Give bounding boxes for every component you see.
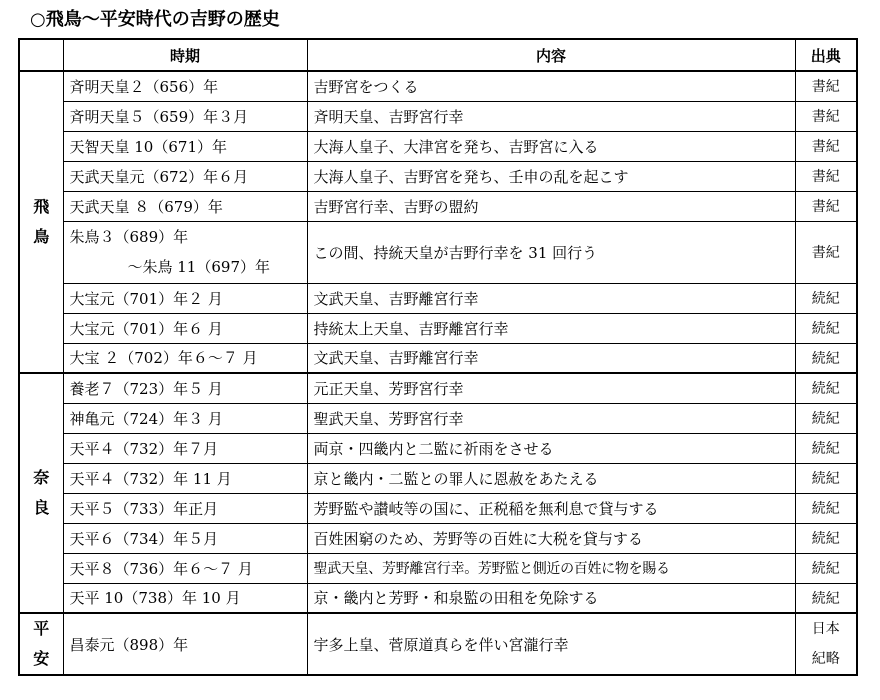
period-cell: 天平６（734）年５月 [63,523,307,553]
content-cell: 吉野宮行幸、吉野の盟約 [307,191,795,221]
content-cell: この間、持統天皇が吉野行幸を 31 回行う [307,221,795,283]
content-cell: 文武天皇、吉野離宮行幸 [307,283,795,313]
content-cell: 聖武天皇、芳野離宮行幸。芳野監と側近の百姓に物を賜る [307,553,795,583]
period-cell: 天武天皇元（672）年６月 [63,161,307,191]
source-cell: 書紀 [795,221,857,283]
source-cell: 続紀 [795,343,857,373]
header-row [19,39,857,71]
period-cell: 天平４（732）年 11 月 [63,463,307,493]
era-char: 飛 [33,197,50,216]
source-cell: 書紀 [795,71,857,101]
period-cell: 斉明天皇５（659）年３月 [63,101,307,131]
table-row [19,101,857,131]
period-cell: 天平４（732）年７月 [63,433,307,463]
header-era [19,39,63,71]
table-row [19,343,857,373]
table-row [19,523,857,553]
period-cell: 天智天皇 10（671）年 [63,131,307,161]
table-row [19,433,857,463]
content-cell: 吉野宮をつくる [307,71,795,101]
source-cell: 続紀 [795,283,857,313]
table-row [19,493,857,523]
header-period: 時期 [63,39,307,71]
table-row [19,583,857,613]
period-cell: 大宝元（701）年６ 月 [63,313,307,343]
period-cell: 大宝 ２（702）年６～７ 月 [63,343,307,373]
content-cell: 大海人皇子、吉野宮を発ち、壬申の乱を起こす [307,161,795,191]
source-cell: 続紀 [795,373,857,403]
content-cell: 百姓困窮のため、芳野等の百姓に大税を貸与する [307,523,795,553]
source-cell: 続紀 [795,523,857,553]
table-row [19,71,857,101]
period-cell: 昌泰元（898）年 [63,613,307,675]
source-cell: 書紀 [795,161,857,191]
content-cell: 元正天皇、芳野宮行幸 [307,373,795,403]
page-title: ○飛鳥～平安時代の吉野の歴史 [30,9,280,30]
content-cell: 芳野監や讃岐等の国に、正税稲を無利息で貸与する [307,493,795,523]
source-cell: 書紀 [795,191,857,221]
content-cell: 宇多上皇、菅原道真らを伴い宮瀧行幸 [307,613,795,675]
source-cell: 続紀 [795,463,857,493]
period-cell: 天平５（733）年正月 [63,493,307,523]
table-row [19,373,857,403]
content-cell: 大海人皇子、大津宮を発ち、吉野宮に入る [307,131,795,161]
source-line: 日本 [811,621,840,637]
table-row [19,313,857,343]
source-cell: 続紀 [795,313,857,343]
header-content: 内容 [307,39,795,71]
header-source: 出典 [795,39,857,71]
source-cell: 続紀 [795,433,857,463]
content-cell: 聖武天皇、芳野宮行幸 [307,403,795,433]
content-cell: 両京・四畿内と二監に祈雨をさせる [307,433,795,463]
source-cell: 書紀 [795,131,857,161]
source-line: 紀略 [811,651,840,667]
era-char: 鳥 [33,227,50,246]
content-cell: 文武天皇、吉野離宮行幸 [307,343,795,373]
table-row [19,131,857,161]
source-cell [795,613,857,675]
source-cell: 続紀 [795,583,857,613]
era-char: 奈 [33,468,50,487]
period-cell: 天平８（736）年６～７ 月 [63,553,307,583]
history-table [18,38,858,676]
period-cell: 斉明天皇２（656）年 [63,71,307,101]
content-cell: 持統太上天皇、吉野離宮行幸 [307,313,795,343]
era-char: 良 [33,498,50,517]
source-cell: 続紀 [795,403,857,433]
period-end: ～朱鳥 11（697）年 [127,258,270,276]
period-cell: 天平 10（738）年 10 月 [63,583,307,613]
era-char: 安 [33,649,50,668]
period-cell [63,221,307,283]
era-cell-nara [19,373,63,613]
period-cell: 天武天皇 ８（679）年 [63,191,307,221]
table-row [19,283,857,313]
era-cell-heian [19,613,63,675]
period-cell: 神亀元（724）年３ 月 [63,403,307,433]
table-row [19,553,857,583]
table-row [19,191,857,221]
table-row [19,221,857,283]
era-cell-asuka [19,71,63,373]
source-cell: 書紀 [795,101,857,131]
content-cell: 京・畿内と芳野・和泉監の田租を免除する [307,583,795,613]
source-cell: 続紀 [795,553,857,583]
period-cell: 養老７（723）年５ 月 [63,373,307,403]
source-cell: 続紀 [795,493,857,523]
content-cell: 斉明天皇、吉野宮行幸 [307,101,795,131]
period-start: 朱鳥３（689）年 [69,228,189,246]
era-char: 平 [33,619,50,638]
table-row [19,403,857,433]
table-row [19,463,857,493]
table-row [19,613,857,675]
table-row [19,161,857,191]
content-cell: 京と畿内・二監との罪人に恩赦をあたえる [307,463,795,493]
period-cell: 大宝元（701）年２ 月 [63,283,307,313]
